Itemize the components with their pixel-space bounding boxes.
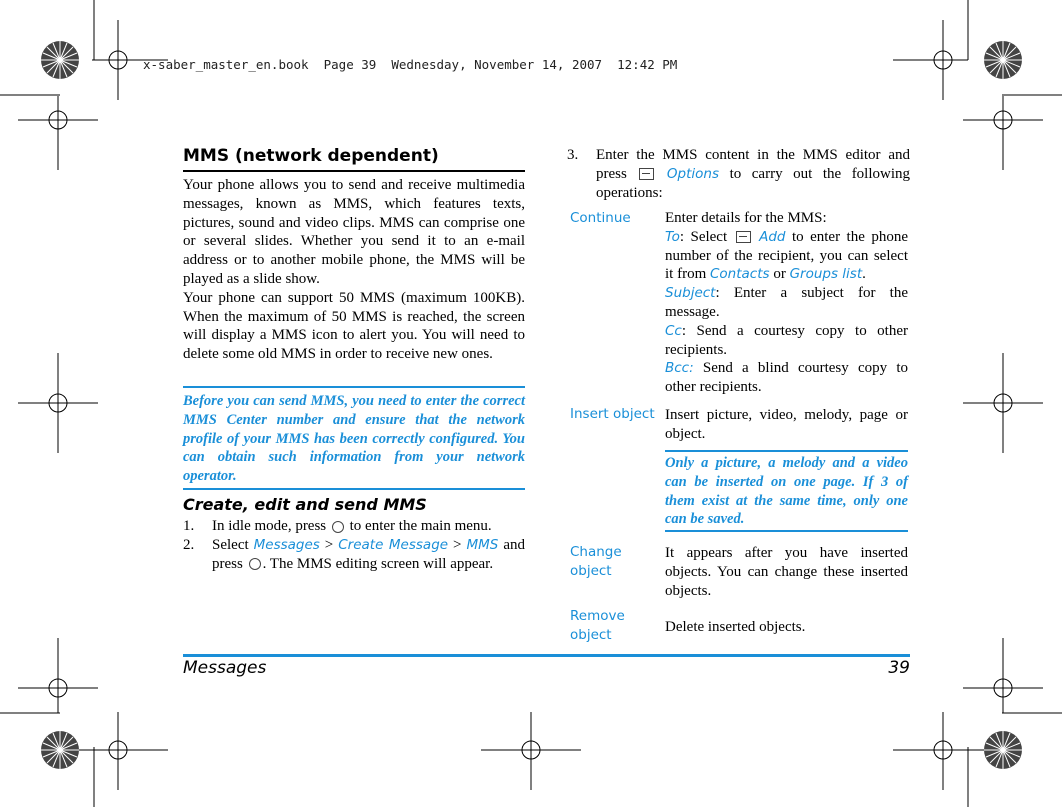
- step-2: 2. Select Messages > Create Message > MMS and press . The MMS editing screen will appear.: [183, 536, 525, 572]
- left-softkey-icon: [736, 231, 751, 243]
- reg-mark-r3: [963, 638, 1043, 713]
- option-insert-desc: Insert picture, video, melody, page or object.: [665, 407, 908, 442]
- insert-note-rule-bottom: [665, 530, 908, 532]
- title-rule: [183, 170, 525, 172]
- field-cc: Cc: [665, 322, 682, 339]
- reg-mark-l3: [18, 638, 98, 713]
- starburst-tl: [41, 41, 79, 79]
- reg-mark-r2: [963, 353, 1043, 453]
- intro-para-1: Your phone allows you to send and receive multimedia messages, known as MMS, which features texts, pictures, sound and video clips. MMS can comprise one or several slides. Whether you send it to an e-mail address or to another mobile phone, the MMS will be played as a slide show.: [183, 177, 525, 287]
- starburst-tr: [984, 41, 1022, 79]
- subsection-title: Create, edit and send MMS: [183, 495, 427, 514]
- option-continue-label: Continue: [570, 210, 631, 226]
- page-number: 39: [888, 658, 910, 678]
- note-rule-top: [183, 386, 525, 388]
- option-change-label: Change object: [570, 544, 622, 579]
- section-title: MMS (network dependent): [183, 146, 439, 166]
- ok-key-icon: [332, 521, 344, 533]
- reg-mark-tr: [893, 20, 968, 100]
- menu-mms: MMS: [466, 536, 499, 553]
- option-change-desc: It appears after you have inserted objects. You can change these inserted objects.: [665, 545, 908, 599]
- starburst-br: [984, 731, 1022, 769]
- field-to: To: [665, 228, 680, 245]
- reg-mark-l2: [18, 353, 98, 453]
- step-1: 1. In idle mode, press to enter the main menu.: [183, 518, 492, 534]
- field-bcc: Bcc:: [665, 360, 694, 377]
- footer-section: Messages: [183, 658, 267, 678]
- menu-messages: Messages: [253, 536, 320, 553]
- option-continue-desc: Enter details for the MMS: To: Select Add to enter the phone number of the recipient, you can select it from Contacts or Groups list. Subject: Enter a subject for the message. Cc: Send a courtesy copy to other recipients. Bcc: Send a blind courtesy copy to other recipients.: [665, 210, 909, 396]
- footer-rule: [183, 654, 910, 657]
- reg-mark-bc: [481, 712, 581, 790]
- option-remove-desc: Delete inserted objects.: [665, 619, 806, 635]
- running-header: x-saber_master_en.book Page 39 Wednesday, November 14, 2007 12:42 PM: [143, 57, 678, 72]
- options-label: Options: [666, 165, 720, 182]
- left-softkey-icon: [639, 168, 654, 180]
- insert-note-rule-top: [665, 450, 908, 452]
- starburst-bl: [41, 731, 79, 769]
- note-rule-bottom: [183, 488, 525, 490]
- reg-mark-bl: [68, 712, 168, 790]
- intro-para-2: Your phone can support 50 MMS (maximum 100KB). When the maximum of 50 MMS is reached, the screen will display a MMS icon to alert you. You will need to delete some old MMS in order to receive new ones.: [183, 289, 525, 363]
- reg-mark-l1: [18, 96, 98, 170]
- add-label: Add: [759, 228, 786, 245]
- step-3: 3. Enter the MMS content in the MMS editor and press Options to carry out the following operations:: [567, 147, 911, 201]
- field-subject: Subject: [665, 285, 716, 302]
- option-remove-label: Remove object: [570, 608, 625, 643]
- ok-key-icon: [249, 558, 261, 570]
- mms-note: Before you can send MMS, you need to enter the correct MMS Center number and ensure that the network profile of your MMS has been correctly configured. You can obtain such information from your network operator.: [183, 393, 525, 485]
- reg-mark-br: [893, 712, 993, 790]
- menu-create-message: Create Message: [338, 536, 449, 553]
- reg-mark-r1: [963, 96, 1043, 170]
- option-insert-label: Insert object: [570, 406, 655, 422]
- contacts-label: Contacts: [710, 266, 770, 283]
- steps-list: [183, 517, 525, 573]
- intro-text: [183, 176, 525, 364]
- insert-note: Only a picture, a melody and a video can be inserted on one page. If 3 of them exist at the same time, only one can be saved.: [665, 455, 908, 528]
- groups-list-label: Groups list: [789, 266, 863, 283]
